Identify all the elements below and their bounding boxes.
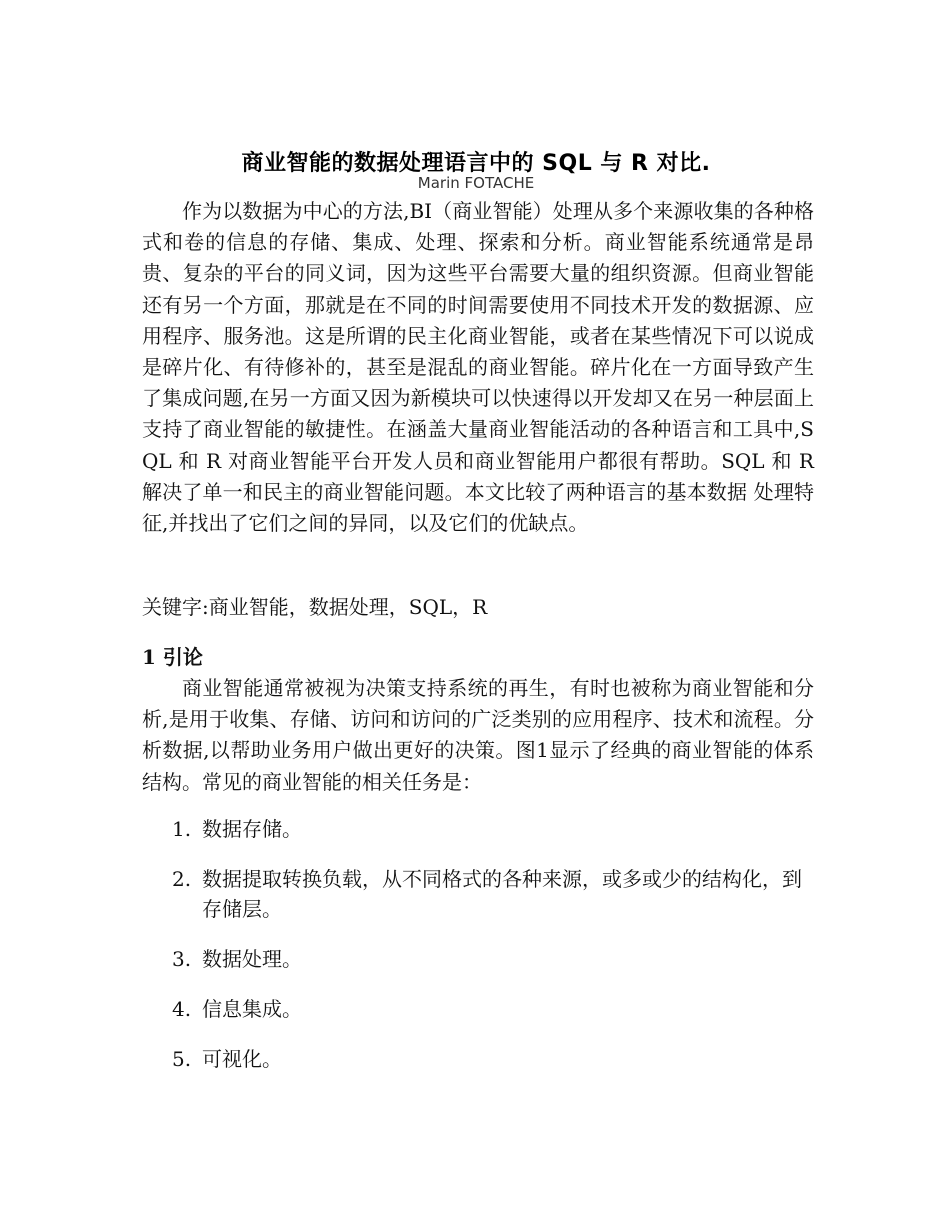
intro-paragraph: 商业智能通常被视为决策支持系统的再生，有时也被称为商业智能和分析,是用于收集、存储、访问和访问的广泛类别的应用程序、技术和流程。分析数据,以帮助业务用户做出更好的决策。图1显示了经典的商业智能的体系结构。常见的商业智能的相关任务是： [142,676,814,794]
abstract-paragraph: 作为以数据为中心的方法,BI（商业智能）处理从多个来源收集的各种格式和卷的信息的存储、集成、处理、探索和分析。商业智能系统通常是昂贵、复杂的平台的同义词，因为这些平台需要大量的组织资源。但商业智能还有另一个方面，那就是在不同的时间需要使用不同技术开发的数据源、应用程序、服务池。这是所谓的民主化商业智能，或者在某些情况下可以说成是碎片化、有待修补的，甚至是混乱的商业智能。碎片化在一方面导致产生了集成问题,在另一方面又因为新模块可以快速得以开发却又在另一种层面上支持了商业智能的敏捷性。在涵盖大量商业智能活动的各种语言和工具中,SQL 和 R 对商业智能平台开发人员和商业智能用户都很有帮助。SQL 和 R 解决了单一和民主的商业智能问题。本文比较了两种语言的基本数据 处理特征,并找出了它们之间的异同，以及它们的优缺点。 [142,199,814,536]
list-item-number: 4. [172,997,192,1021]
list-item [172,994,812,1024]
list-item-number: 3. [172,947,192,971]
list-item-text: 可视化。 [202,1047,282,1071]
section-heading-intro: 1 引论 [142,645,203,669]
list-item [172,944,812,974]
list-item [172,1044,812,1074]
task-list [172,814,812,1094]
list-item-number: 1. [172,817,192,841]
list-item-text: 数据提取转换负载，从不同格式的各种来源，或多或少的结构化，到存储层。 [202,867,802,921]
list-item-text: 信息集成。 [202,997,302,1021]
author-name: Marin FOTACHE [417,174,535,192]
list-item-text: 数据处理。 [202,947,302,971]
list-item [172,814,812,844]
list-item [172,864,812,924]
list-item-number: 2. [172,867,192,891]
keywords-line: 关键字:商业智能，数据处理，SQL，R [142,595,488,619]
list-item-number: 5. [172,1047,192,1071]
list-item-text: 数据存储。 [202,817,302,841]
document-title: 商业智能的数据处理语言中的 SQL 与 R 对比. [241,150,711,176]
